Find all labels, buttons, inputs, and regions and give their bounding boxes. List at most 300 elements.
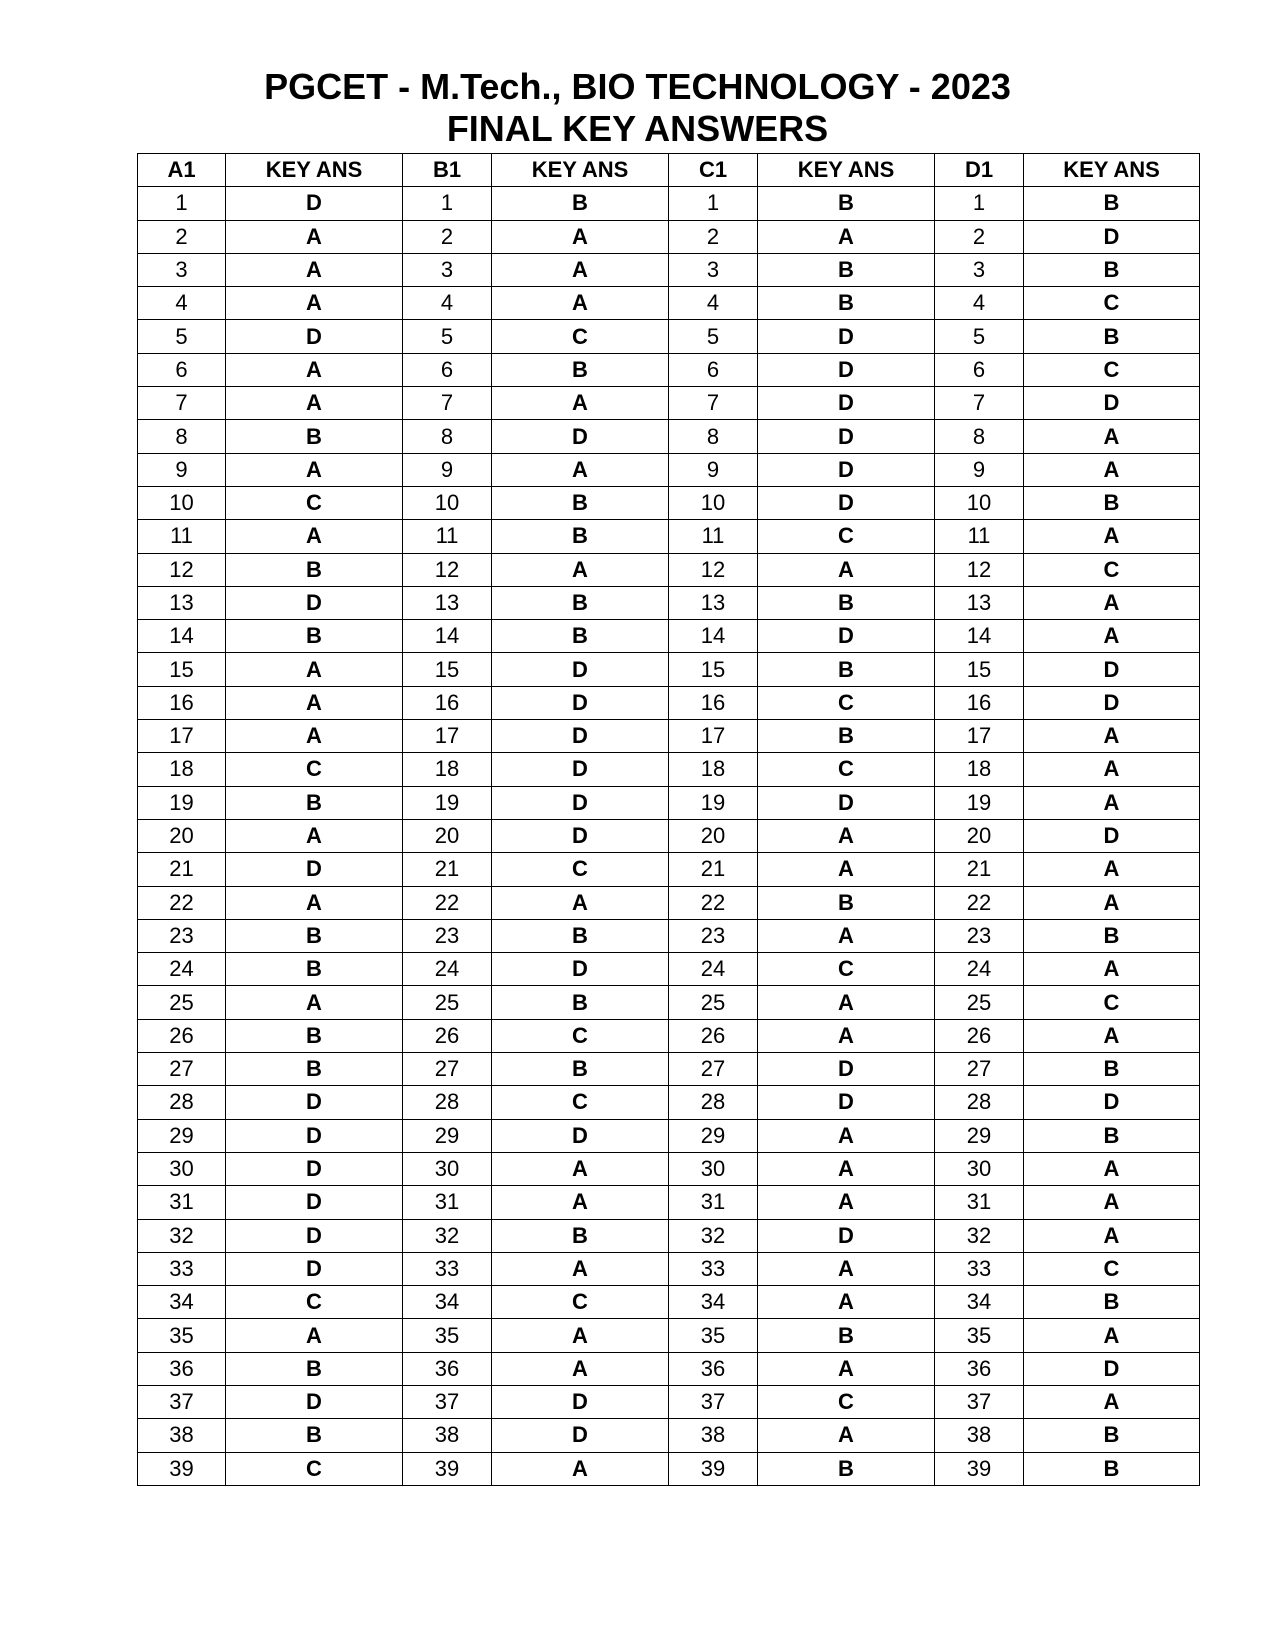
question-number-cell: 36 [403, 1352, 492, 1385]
answer-cell: C [758, 520, 935, 553]
question-number-cell: 32 [138, 1219, 226, 1252]
answer-cell: A [1024, 1219, 1200, 1252]
question-number-cell: 36 [935, 1352, 1024, 1385]
question-number-cell: 35 [403, 1319, 492, 1352]
answer-cell: D [226, 1219, 403, 1252]
question-number-cell: 13 [138, 586, 226, 619]
answer-cell: A [758, 1252, 935, 1285]
question-number-cell: 24 [935, 953, 1024, 986]
answer-cell: B [226, 620, 403, 653]
answer-cell: A [492, 886, 669, 919]
column-header: KEY ANS [226, 154, 403, 187]
answer-cell: B [1024, 919, 1200, 952]
question-number-cell: 10 [935, 486, 1024, 519]
answer-cell: A [492, 553, 669, 586]
answer-cell: D [758, 353, 935, 386]
answer-cell: C [492, 853, 669, 886]
answer-cell: C [492, 1019, 669, 1052]
question-number-cell: 24 [138, 953, 226, 986]
answer-cell: B [492, 986, 669, 1019]
question-number-cell: 25 [935, 986, 1024, 1019]
answer-cell: A [492, 253, 669, 286]
answer-cell: B [758, 287, 935, 320]
question-number-cell: 23 [669, 919, 758, 952]
question-number-cell: 27 [935, 1053, 1024, 1086]
answer-cell: C [758, 953, 935, 986]
question-number-cell: 33 [138, 1252, 226, 1285]
question-number-cell: 11 [669, 520, 758, 553]
answer-cell: D [226, 1186, 403, 1219]
question-number-cell: 6 [935, 353, 1024, 386]
question-number-cell: 14 [403, 620, 492, 653]
question-number-cell: 8 [935, 420, 1024, 453]
answer-cell: B [758, 586, 935, 619]
question-number-cell: 7 [403, 387, 492, 420]
answer-cell: C [758, 1385, 935, 1418]
question-number-cell: 4 [138, 287, 226, 320]
question-number-cell: 20 [669, 819, 758, 852]
question-number-cell: 26 [669, 1019, 758, 1052]
question-number-cell: 18 [669, 753, 758, 786]
table-row [138, 786, 1200, 819]
question-number-cell: 17 [935, 720, 1024, 753]
header-row [138, 154, 1200, 187]
answer-cell: B [492, 187, 669, 220]
question-number-cell: 5 [669, 320, 758, 353]
question-number-cell: 37 [935, 1385, 1024, 1418]
question-number-cell: 34 [138, 1286, 226, 1319]
question-number-cell: 28 [138, 1086, 226, 1119]
question-number-cell: 15 [403, 653, 492, 686]
answer-cell: D [492, 653, 669, 686]
question-number-cell: 28 [935, 1086, 1024, 1119]
table-row [138, 1119, 1200, 1152]
question-number-cell: 26 [138, 1019, 226, 1052]
answer-cell: A [758, 1419, 935, 1452]
table-row [138, 953, 1200, 986]
answer-cell: A [1024, 1152, 1200, 1185]
question-number-cell: 12 [138, 553, 226, 586]
question-number-cell: 33 [935, 1252, 1024, 1285]
answer-cell: D [758, 1053, 935, 1086]
question-number-cell: 13 [935, 586, 1024, 619]
answer-cell: A [758, 1119, 935, 1152]
question-number-cell: 19 [935, 786, 1024, 819]
question-number-cell: 25 [669, 986, 758, 1019]
answer-cell: B [1024, 253, 1200, 286]
answer-cell: A [226, 353, 403, 386]
table-row [138, 1152, 1200, 1185]
answer-cell: C [758, 686, 935, 719]
question-number-cell: 35 [138, 1319, 226, 1352]
question-number-cell: 32 [403, 1219, 492, 1252]
question-number-cell: 37 [669, 1385, 758, 1418]
question-number-cell: 36 [669, 1352, 758, 1385]
question-number-cell: 12 [403, 553, 492, 586]
question-number-cell: 24 [403, 953, 492, 986]
question-number-cell: 31 [669, 1186, 758, 1219]
answer-cell: C [1024, 1252, 1200, 1285]
question-number-cell: 12 [935, 553, 1024, 586]
table-row [138, 686, 1200, 719]
answer-cell: B [758, 1452, 935, 1485]
question-number-cell: 34 [669, 1286, 758, 1319]
answer-cell: A [758, 220, 935, 253]
answer-cell: A [226, 819, 403, 852]
answer-cell: D [226, 187, 403, 220]
question-number-cell: 9 [138, 453, 226, 486]
question-number-cell: 9 [669, 453, 758, 486]
answer-cell: D [1024, 686, 1200, 719]
question-number-cell: 2 [935, 220, 1024, 253]
question-number-cell: 37 [403, 1385, 492, 1418]
table-row [138, 1286, 1200, 1319]
answer-cell: A [1024, 786, 1200, 819]
question-number-cell: 21 [935, 853, 1024, 886]
question-number-cell: 2 [403, 220, 492, 253]
question-number-cell: 23 [935, 919, 1024, 952]
question-number-cell: 26 [403, 1019, 492, 1052]
answer-cell: A [492, 387, 669, 420]
table-row [138, 1319, 1200, 1352]
question-number-cell: 5 [935, 320, 1024, 353]
answer-cell: A [1024, 753, 1200, 786]
column-header: KEY ANS [492, 154, 669, 187]
answer-cell: A [226, 886, 403, 919]
answer-cell: B [758, 187, 935, 220]
answer-cell: C [758, 753, 935, 786]
question-number-cell: 22 [138, 886, 226, 919]
answer-cell: D [492, 420, 669, 453]
question-number-cell: 15 [669, 653, 758, 686]
answer-cell: A [226, 686, 403, 719]
table-row [138, 1019, 1200, 1052]
answer-cell: B [226, 420, 403, 453]
question-number-cell: 29 [138, 1119, 226, 1152]
question-number-cell: 27 [138, 1053, 226, 1086]
answer-cell: D [226, 1152, 403, 1185]
question-number-cell: 29 [935, 1119, 1024, 1152]
answer-cell: B [492, 919, 669, 952]
question-number-cell: 11 [935, 520, 1024, 553]
column-header: C1 [669, 154, 758, 187]
question-number-cell: 23 [138, 919, 226, 952]
column-header: A1 [138, 154, 226, 187]
answer-cell: A [226, 453, 403, 486]
question-number-cell: 28 [403, 1086, 492, 1119]
answer-cell: C [492, 320, 669, 353]
answer-cell: D [492, 753, 669, 786]
question-number-cell: 13 [403, 586, 492, 619]
question-number-cell: 6 [669, 353, 758, 386]
answer-cell: A [758, 819, 935, 852]
question-number-cell: 8 [669, 420, 758, 453]
question-number-cell: 29 [403, 1119, 492, 1152]
answer-cell: D [492, 1385, 669, 1418]
answer-cell: A [226, 520, 403, 553]
answer-cell: B [226, 1419, 403, 1452]
question-number-cell: 21 [138, 853, 226, 886]
answer-cell: A [1024, 953, 1200, 986]
answer-cell: B [758, 653, 935, 686]
answer-cell: B [1024, 1452, 1200, 1485]
answer-cell: A [1024, 853, 1200, 886]
question-number-cell: 38 [935, 1419, 1024, 1452]
answer-cell: A [226, 387, 403, 420]
answer-cell: A [1024, 453, 1200, 486]
question-number-cell: 26 [935, 1019, 1024, 1052]
table-row [138, 1053, 1200, 1086]
question-number-cell: 10 [403, 486, 492, 519]
answer-cell: B [1024, 1286, 1200, 1319]
question-number-cell: 16 [138, 686, 226, 719]
answer-cell: B [226, 953, 403, 986]
answer-cell: A [492, 1452, 669, 1485]
table-row [138, 453, 1200, 486]
answer-cell: B [492, 620, 669, 653]
answer-cell: A [226, 287, 403, 320]
question-number-cell: 2 [669, 220, 758, 253]
question-number-cell: 13 [669, 586, 758, 619]
question-number-cell: 21 [669, 853, 758, 886]
answer-cell: C [226, 753, 403, 786]
answer-cell: D [1024, 220, 1200, 253]
answer-cell: A [226, 253, 403, 286]
question-number-cell: 7 [935, 387, 1024, 420]
table-body [138, 187, 1200, 1486]
question-number-cell: 11 [138, 520, 226, 553]
question-number-cell: 34 [403, 1286, 492, 1319]
table-row [138, 919, 1200, 952]
question-number-cell: 1 [403, 187, 492, 220]
question-number-cell: 35 [669, 1319, 758, 1352]
answer-cell: D [492, 1419, 669, 1452]
answer-cell: D [758, 486, 935, 519]
question-number-cell: 38 [669, 1419, 758, 1452]
column-header: B1 [403, 154, 492, 187]
answer-cell: A [492, 1152, 669, 1185]
answer-cell: D [492, 686, 669, 719]
question-number-cell: 17 [669, 720, 758, 753]
answer-cell: A [758, 986, 935, 1019]
answer-cell: A [758, 1019, 935, 1052]
answer-cell: B [226, 1352, 403, 1385]
answer-cell: D [226, 1086, 403, 1119]
question-number-cell: 18 [138, 753, 226, 786]
answer-cell: D [758, 387, 935, 420]
question-number-cell: 39 [669, 1452, 758, 1485]
answer-cell: D [1024, 387, 1200, 420]
answer-cell: D [492, 720, 669, 753]
answer-cell: A [758, 1286, 935, 1319]
answer-cell: D [1024, 1352, 1200, 1385]
answer-cell: D [226, 853, 403, 886]
answer-cell: C [226, 1286, 403, 1319]
answer-cell: D [1024, 1086, 1200, 1119]
answer-cell: D [226, 1385, 403, 1418]
question-number-cell: 16 [935, 686, 1024, 719]
question-number-cell: 20 [403, 819, 492, 852]
question-number-cell: 30 [138, 1152, 226, 1185]
answer-cell: A [758, 1352, 935, 1385]
question-number-cell: 25 [403, 986, 492, 1019]
table-row [138, 387, 1200, 420]
table-row [138, 220, 1200, 253]
answer-cell: D [226, 1252, 403, 1285]
answer-cell: B [758, 720, 935, 753]
question-number-cell: 29 [669, 1119, 758, 1152]
answer-cell: A [1024, 520, 1200, 553]
question-number-cell: 1 [935, 187, 1024, 220]
answer-cell: C [226, 486, 403, 519]
answer-cell: D [1024, 653, 1200, 686]
answer-cell: D [758, 1219, 935, 1252]
question-number-cell: 7 [138, 387, 226, 420]
question-number-cell: 30 [403, 1152, 492, 1185]
column-header: KEY ANS [758, 154, 935, 187]
question-number-cell: 19 [403, 786, 492, 819]
question-number-cell: 8 [138, 420, 226, 453]
answer-cell: B [226, 1019, 403, 1052]
table-row [138, 819, 1200, 852]
answer-cell: A [758, 1186, 935, 1219]
answer-cell: B [758, 253, 935, 286]
question-number-cell: 23 [403, 919, 492, 952]
column-header: KEY ANS [1024, 154, 1200, 187]
question-number-cell: 16 [669, 686, 758, 719]
table-row [138, 1219, 1200, 1252]
question-number-cell: 7 [669, 387, 758, 420]
answer-cell: A [1024, 1019, 1200, 1052]
table-row [138, 320, 1200, 353]
table-row [138, 886, 1200, 919]
answer-cell: C [1024, 553, 1200, 586]
question-number-cell: 25 [138, 986, 226, 1019]
question-number-cell: 30 [935, 1152, 1024, 1185]
table-row [138, 1252, 1200, 1285]
answer-cell: D [758, 320, 935, 353]
question-number-cell: 28 [669, 1086, 758, 1119]
question-number-cell: 39 [138, 1452, 226, 1485]
page-title: PGCET - M.Tech., BIO TECHNOLOGY - 2023 [264, 66, 1011, 107]
question-number-cell: 27 [669, 1053, 758, 1086]
question-number-cell: 18 [935, 753, 1024, 786]
question-number-cell: 11 [403, 520, 492, 553]
question-number-cell: 38 [138, 1419, 226, 1452]
answer-cell: D [492, 1119, 669, 1152]
question-number-cell: 3 [669, 253, 758, 286]
question-number-cell: 19 [138, 786, 226, 819]
answer-key-table [137, 153, 1200, 1486]
answer-cell: A [1024, 886, 1200, 919]
question-number-cell: 14 [935, 620, 1024, 653]
answer-cell: B [226, 553, 403, 586]
table-row [138, 1086, 1200, 1119]
question-number-cell: 36 [138, 1352, 226, 1385]
table-row [138, 1352, 1200, 1385]
table-row [138, 653, 1200, 686]
question-number-cell: 37 [138, 1385, 226, 1418]
question-number-cell: 39 [935, 1452, 1024, 1485]
answer-cell: A [758, 553, 935, 586]
question-number-cell: 5 [403, 320, 492, 353]
question-number-cell: 4 [669, 287, 758, 320]
question-number-cell: 22 [935, 886, 1024, 919]
question-number-cell: 32 [669, 1219, 758, 1252]
question-number-cell: 5 [138, 320, 226, 353]
table-row [138, 187, 1200, 220]
question-number-cell: 15 [935, 653, 1024, 686]
answer-cell: C [492, 1286, 669, 1319]
answer-cell: D [1024, 819, 1200, 852]
answer-cell: A [492, 220, 669, 253]
question-number-cell: 14 [669, 620, 758, 653]
table-row [138, 287, 1200, 320]
answer-cell: C [492, 1086, 669, 1119]
answer-cell: A [492, 453, 669, 486]
answer-cell: A [1024, 1319, 1200, 1352]
table-row [138, 986, 1200, 1019]
answer-cell: B [492, 1053, 669, 1086]
question-number-cell: 33 [403, 1252, 492, 1285]
question-number-cell: 22 [403, 886, 492, 919]
answer-cell: B [1024, 187, 1200, 220]
answer-cell: A [1024, 420, 1200, 453]
table-row [138, 520, 1200, 553]
question-number-cell: 12 [669, 553, 758, 586]
question-number-cell: 17 [403, 720, 492, 753]
answer-cell: B [492, 520, 669, 553]
question-number-cell: 8 [403, 420, 492, 453]
answer-cell: A [492, 1352, 669, 1385]
answer-cell: B [1024, 1053, 1200, 1086]
question-number-cell: 9 [403, 453, 492, 486]
question-number-cell: 4 [935, 287, 1024, 320]
question-number-cell: 21 [403, 853, 492, 886]
table-row [138, 253, 1200, 286]
answer-cell: A [758, 1152, 935, 1185]
question-number-cell: 6 [138, 353, 226, 386]
answer-cell: D [758, 1086, 935, 1119]
table-row [138, 620, 1200, 653]
table-row [138, 486, 1200, 519]
answer-cell: D [226, 1119, 403, 1152]
question-number-cell: 14 [138, 620, 226, 653]
question-number-cell: 1 [138, 187, 226, 220]
answer-cell: B [1024, 320, 1200, 353]
answer-cell: B [758, 1319, 935, 1352]
answer-cell: C [226, 1452, 403, 1485]
answer-cell: B [226, 1053, 403, 1086]
question-number-cell: 32 [935, 1219, 1024, 1252]
answer-cell: C [1024, 287, 1200, 320]
answer-cell: A [226, 1319, 403, 1352]
question-number-cell: 3 [403, 253, 492, 286]
answer-cell: B [226, 919, 403, 952]
question-number-cell: 24 [669, 953, 758, 986]
answer-cell: A [492, 287, 669, 320]
answer-cell: B [226, 786, 403, 819]
answer-cell: B [492, 1219, 669, 1252]
question-number-cell: 18 [403, 753, 492, 786]
answer-cell: B [492, 486, 669, 519]
question-number-cell: 31 [138, 1186, 226, 1219]
question-number-cell: 15 [138, 653, 226, 686]
answer-cell: D [758, 420, 935, 453]
answer-cell: D [226, 320, 403, 353]
answer-cell: A [492, 1252, 669, 1285]
answer-cell: A [1024, 620, 1200, 653]
